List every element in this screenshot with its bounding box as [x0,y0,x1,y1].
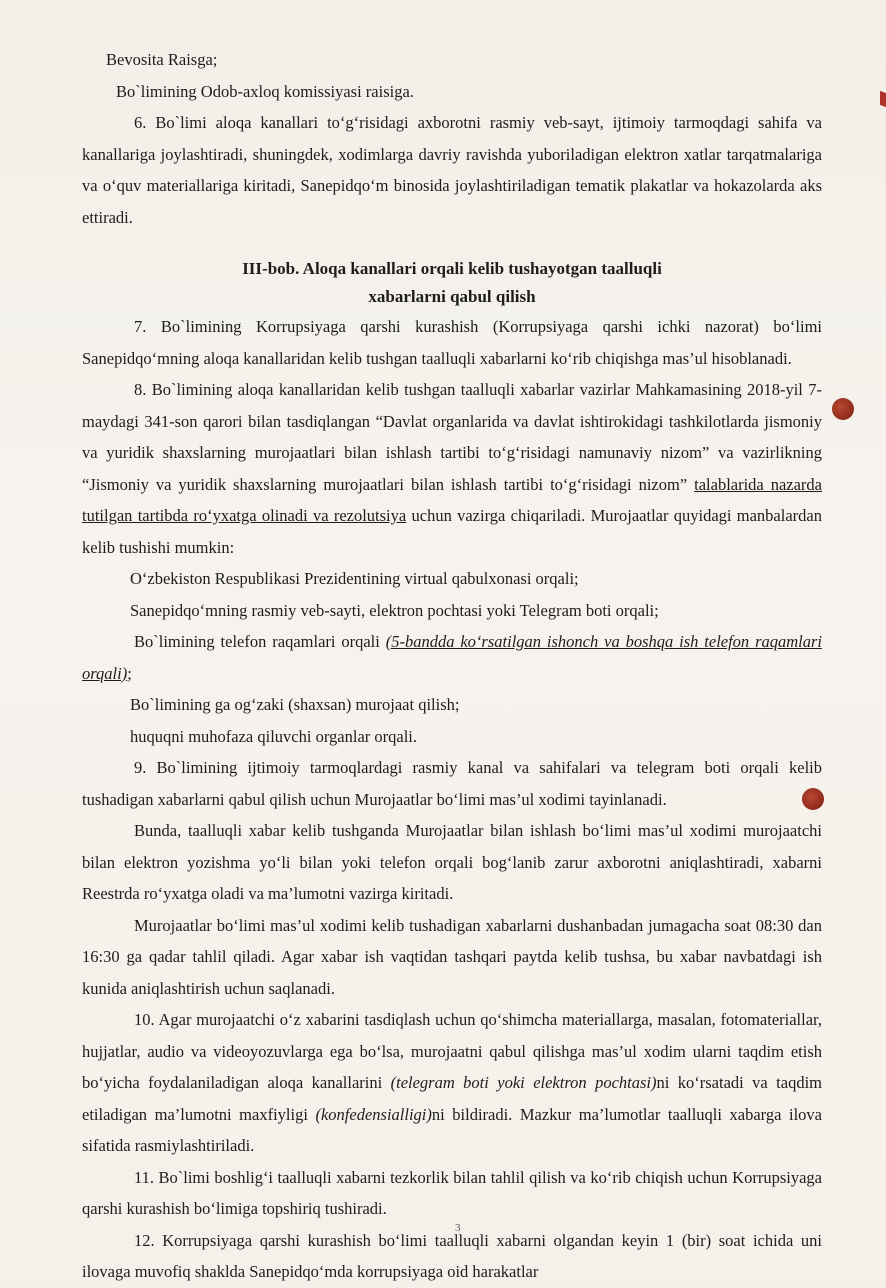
paragraph-8 [82,374,822,563]
source-item-3-text: Bo`limining telefon raqamlari orqali [134,632,386,651]
heading-line-1: III-bob. Aloqa kanallari orqali kelib tushayotgan taalluqli [242,259,662,278]
paragraph-10-italic-2: (konfedensialligi) [315,1104,432,1124]
paragraph-6: 6. Bo`limi aloqa kanallari to‘g‘risidagi axborotni rasmiy veb-sayt, ijtimoiy tarmoqdagi sahifa va kanallariga joylashtiradi, shuningdek, xodimlarga davriy ravishda yuboriladigan elektron xatlar tarqatmalariga va o‘quv materiallariga kiritadi, Sanepidqo‘m binosida joylashtiriladigan tematik plakatlar va hokazolarda aks ettiradi. [82,113,822,227]
source-item-3-italic: (5-bandda ko‘rsatilgan ishonch va boshqa ish telefon raqamlari orqali) [82,632,822,683]
edge-mark [880,91,886,107]
chapter-heading [82,255,822,311]
paragraph-8-part-c: uchun vazirga chiqariladi. Murojaatlar quyidagi manbalardan kelib tushishi mumkin: [82,506,822,557]
paragraph-8-part-a: 8. Bo`limining aloqa kanallaridan kelib tushgan taalluqli xabarlar vazirlar Mahkamasining 2018-yil 7-maydagi 341-son qarori bilan tasdiqlangan “Davlat organlarida va davlat ishtirokidagi tashkilotlarda jismoniy va yuridik shaxslarning murojaatlari bilan ishlash tartibi to‘g‘risidagi namunaviy nizom” va vazirlikning “Jismoniy va yuridik shaxslarning murojaatlari bilan ishlash tartibi to‘g‘risidagi nizom” [82,380,822,494]
source-item-5: huquqni muhofaza qiluvchi organlar orqali. [130,726,417,746]
paragraph-top-2: Bo`limining Odob-axloq komissiyasi raisiga. [116,81,414,101]
paragraph-10-part-e: ni bildiradi. Mazkur ma’lumotlar taalluqli xabarga ilova sifatida rasmiylashtiriladi. [82,1104,822,1155]
source-item-3 [82,626,822,689]
page-number: 3 [455,1222,461,1234]
paragraph-9: 9. Bo`limining ijtimoiy tarmoqlardagi rasmiy kanal va sahifalari va telegram boti orqali kelib tushadigan xabarlarni qabul qilish uchun Murojaatlar bo‘limi mas’ul xodimi tayinlanadi. [82,758,822,809]
punch-hole-top [832,398,854,420]
paragraph-10-italic-1: (telegram boti yoki elektron pochtasi) [390,1073,657,1092]
paragraph-10 [82,1004,822,1162]
source-item-4: Bo`limining ga og‘zaki (shaxsan) murojaat qilish; [130,695,460,714]
source-item-1: O‘zbekiston Respublikasi Prezidentining virtual qabulxonasi orqali; [130,569,579,588]
document-body [82,44,822,1288]
heading-line-2: xabarlarni qabul qilish [368,287,536,306]
paragraph-top-1: Bevosita Raisga; [106,50,218,69]
paragraph-10-part-c: ni ko‘rsatadi va taqdim etiladigan ma’lumotni maxfiyligi [82,1073,822,1124]
source-item-2: Sanepidqo‘mning rasmiy veb-sayti, elektron pochtasi yoki Telegram boti orqali; [130,600,659,620]
paragraph-9-c: Murojaatlar bo‘limi mas’ul xodimi kelib tushadigan xabarlarni dushanbadan jumagacha soat 08:30 dan 16:30 ga qadar tahlil qiladi. Agar xabar ish vaqtidan tashqari paytda kelib tushsa, bu xabar navbatdagi ish kunida aniqlashtirish uchun saqlanadi. [82,915,822,998]
paragraph-10-part-a: 10. Agar murojaatchi o‘z xabarini tasdiqlash uchun qo‘shimcha materiallarga, masalan, fotomateriallar, hujjatlar, audio va videoyozuvlarga ega bo‘lsa, murojaatni qabul qilishga mas’ul xodim ularni taqdim etish bo‘yicha foydalaniladigan aloqa kanallarini [82,1010,822,1092]
source-item-3-end: ; [127,663,132,683]
paragraph-9-b: Bunda, taalluqli xabar kelib tushganda Murojaatlar bilan ishlash bo‘limi mas’ul xodimi murojaatchi bilan elektron yozishma yo‘li bilan yoki telefon orqali bog‘lanib zarur axborotni aniqlashtiradi, xabarni Reestrda ro‘yxatga oladi va ma’lumotni vazirga kiritadi. [82,821,822,903]
paragraph-11: 11. Bo`limi boshlig‘i taalluqli xabarni tezkorlik bilan tahlil qilish va ko‘rib chiqish uchun Korrupsiyaga qarshi kurashish bo‘limiga topshiriq tushiradi. [82,1167,822,1218]
paragraph-7: 7. Bo`limining Korrupsiyaga qarshi kurashish (Korrupsiyaga qarshi ichki nazorat) bo‘limi Sanepidqo‘mning aloqa kanallaridan kelib tushgan taalluqli xabarlarni ko‘rib chiqishga mas’ul hisoblanadi. [82,317,822,368]
paragraph-8-underlined: talablarida nazarda tutilgan tartibda ro‘yxatga olinadi va rezolutsiya [82,474,822,525]
paragraph-12: 12. Korrupsiyaga qarshi kurashish bo‘limi taalluqli xabarni olgandan keyin 1 (bir) soat ichida uni ilovaga muvofiq shaklda Sanepidqo‘mda korrupsiyaga oid harakatlar [82,1230,822,1281]
